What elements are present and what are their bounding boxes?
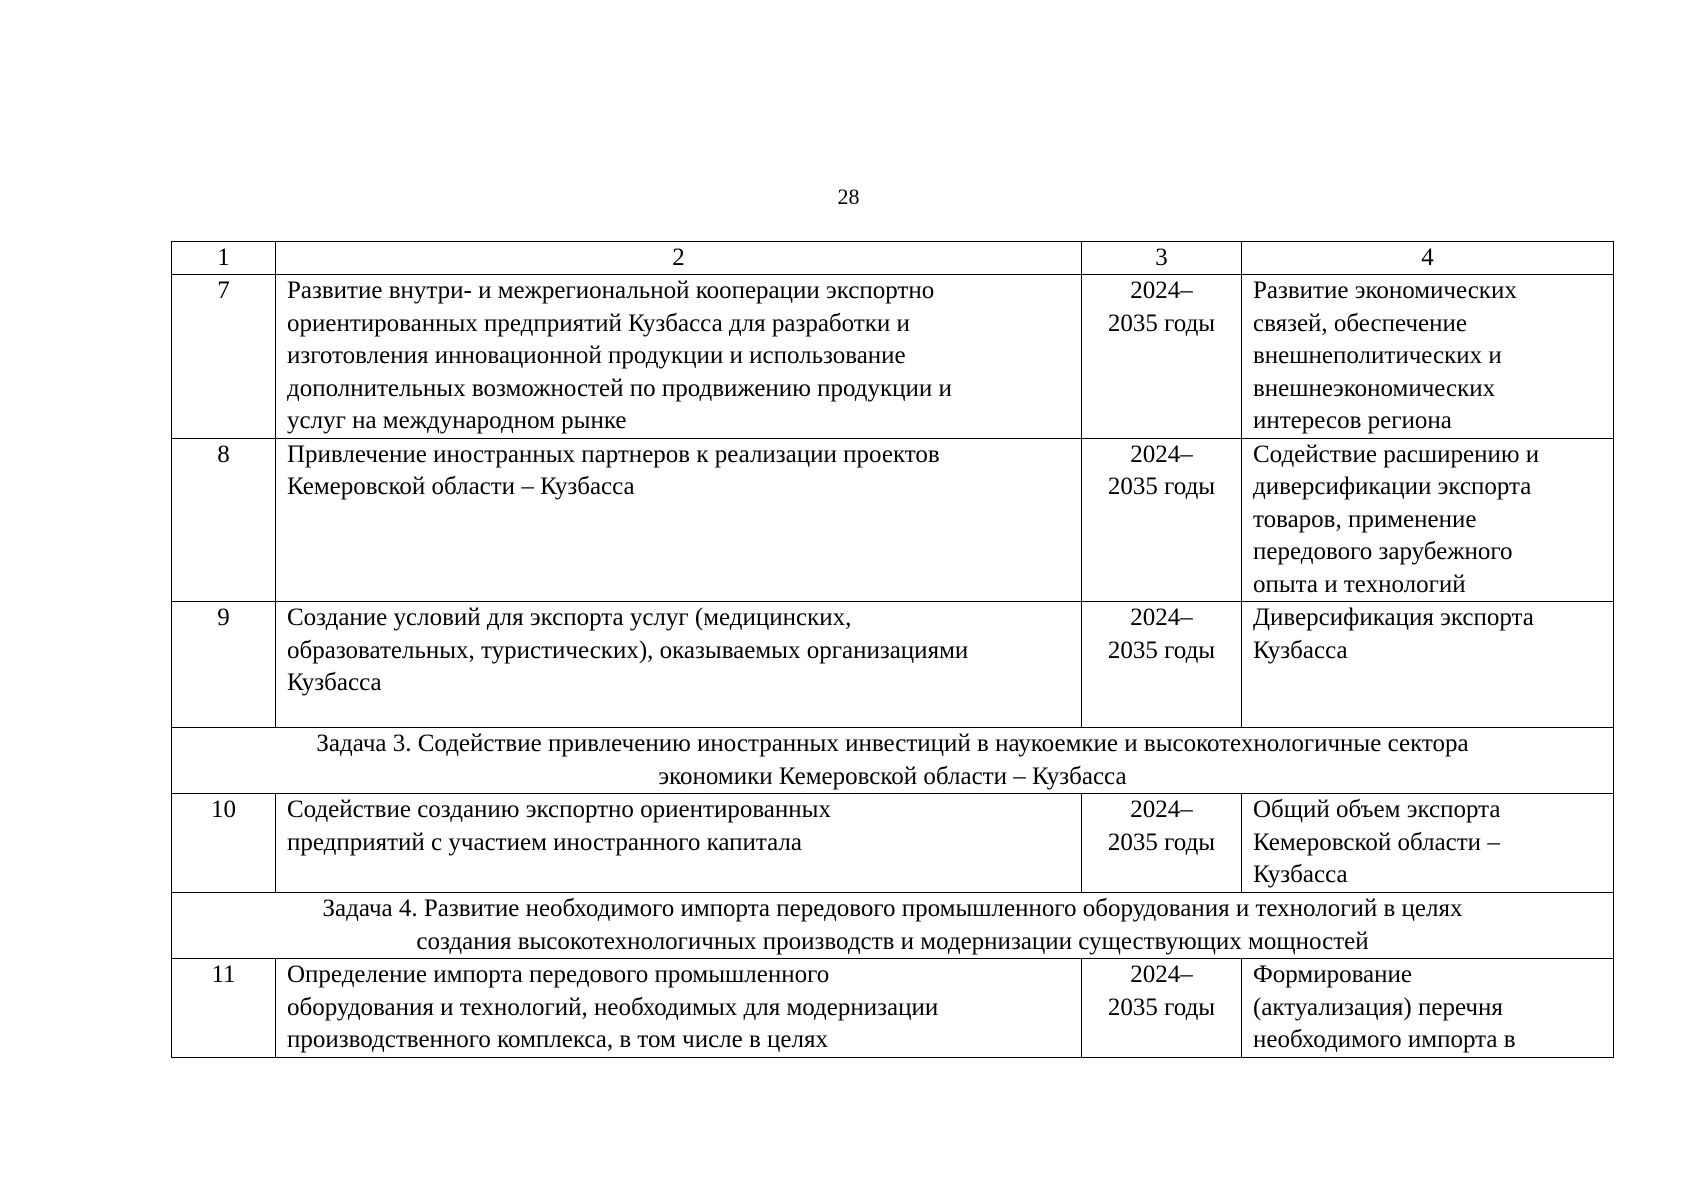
text-line: производственного комплекса, в том числе в целях — [287, 1026, 828, 1053]
header-cell-4: 4 — [1242, 242, 1614, 275]
text-line: Определение импорта передового промышленного — [287, 961, 830, 988]
text-line: 2035 годы — [1107, 309, 1216, 337]
text-line: Кемеровской области – Кузбасса — [287, 473, 635, 500]
activity-cell — [276, 959, 1082, 1058]
text-line: Содействие расширению и — [1253, 440, 1540, 468]
activity-cell — [276, 275, 1082, 439]
activity-cell — [276, 438, 1082, 602]
header-cell-1: 1 — [172, 242, 276, 275]
task-heading — [172, 728, 1614, 794]
text-line: дополнительных возможностей по продвижению продукции и — [287, 374, 952, 402]
period-cell — [1082, 602, 1242, 728]
text-line: экономики Кемеровской области – Кузбасса — [658, 762, 1127, 790]
result-cell — [1242, 438, 1614, 602]
result-cell — [1242, 794, 1614, 893]
text-line: связей, обеспечение — [1253, 309, 1468, 337]
text-line: оборудования и технологий, необходимых для модернизации — [287, 993, 939, 1021]
result-cell — [1242, 602, 1614, 728]
text-line: Развитие экономических — [1253, 277, 1517, 304]
row-number: 7 — [172, 275, 276, 439]
text-line: изготовления инновационной продукции и использование — [287, 342, 906, 369]
row-number: 9 — [172, 602, 276, 728]
text-line: Общий объем экспорта — [1253, 796, 1501, 823]
text-line: образовательных, туристических), оказываемых организациями — [287, 636, 969, 664]
text-line: необходимого импорта в — [1253, 1026, 1516, 1053]
measures-table — [171, 241, 1614, 1058]
text-line: внешнеполитических и — [1253, 342, 1502, 369]
task-heading — [172, 893, 1614, 959]
result-cell — [1242, 959, 1614, 1058]
activity-cell — [276, 602, 1082, 728]
text-line: 2024– — [1130, 604, 1193, 631]
table-row — [172, 794, 1614, 893]
text-line: ориентированных предприятий Кузбасса для разработки и — [287, 309, 910, 337]
page-number: 28 — [837, 184, 860, 209]
period-cell — [1082, 275, 1242, 439]
row-number: 8 — [172, 438, 276, 602]
table-row — [172, 602, 1614, 728]
text-line: Диверсификация экспорта — [1253, 604, 1534, 631]
text-line: Создание условий для экспорта услуг (медицинских, — [287, 604, 852, 631]
period-cell — [1082, 438, 1242, 602]
text-line: 2035 годы — [1107, 473, 1216, 500]
text-line: услуг на международном рынке — [287, 407, 627, 434]
text-line: 2024– — [1130, 440, 1193, 468]
result-cell — [1242, 275, 1614, 439]
period-cell — [1082, 794, 1242, 893]
text-line: интересов региона — [1253, 407, 1452, 434]
text-line: Привлечение иностранных партнеров к реализации проектов — [287, 440, 940, 468]
header-cell-2: 2 — [276, 242, 1082, 275]
text-line: 2035 годы — [1107, 993, 1216, 1021]
table-row — [172, 959, 1614, 1058]
text-line: Развитие внутри- и межрегиональной кооперации экспортно — [287, 277, 935, 304]
table-row — [172, 275, 1614, 439]
task-heading-row — [172, 893, 1614, 959]
text-line: Кемеровской области – — [1253, 828, 1500, 856]
text-line: Формирование — [1253, 961, 1412, 988]
row-number: 10 — [172, 794, 276, 893]
text-line: внешнеэкономических — [1253, 374, 1496, 402]
text-line: 2024– — [1130, 961, 1193, 988]
task-heading-row — [172, 728, 1614, 794]
text-line: Кузбасса — [1253, 636, 1348, 664]
text-line: создания высокотехнологичных производств и модернизации существующих мощностей — [416, 927, 1369, 955]
text-line: 2035 годы — [1107, 828, 1216, 856]
text-line: диверсификации экспорта — [1253, 473, 1532, 500]
text-line: Кузбасса — [1253, 861, 1348, 888]
text-line: Задача 4. Развитие необходимого импорта передового промышленного оборудования и технологий в целях — [322, 895, 1463, 922]
text-line: 2024– — [1130, 796, 1193, 823]
row-number: 11 — [172, 959, 276, 1058]
text-line: (актуализация) перечня — [1253, 993, 1503, 1021]
table-header-row — [172, 242, 1614, 275]
table-row — [172, 438, 1614, 602]
text-line: 2024– — [1130, 277, 1193, 304]
text-line: передового зарубежного — [1253, 538, 1513, 565]
period-cell — [1082, 959, 1242, 1058]
text-line: товаров, применение — [1253, 505, 1477, 533]
header-cell-3: 3 — [1082, 242, 1242, 275]
activity-cell — [276, 794, 1082, 893]
text-line: Содействие созданию экспортно ориентированных — [287, 796, 831, 823]
text-line: 2035 годы — [1107, 636, 1216, 664]
text-line: Задача 3. Содействие привлечению иностранных инвестиций в наукоемкие и высокотехнологичные сектора — [316, 730, 1469, 757]
text-line: Кузбасса — [287, 669, 382, 696]
text-line: опыта и технологий — [1253, 570, 1466, 598]
text-line: предприятий с участием иностранного капитала — [287, 828, 802, 856]
